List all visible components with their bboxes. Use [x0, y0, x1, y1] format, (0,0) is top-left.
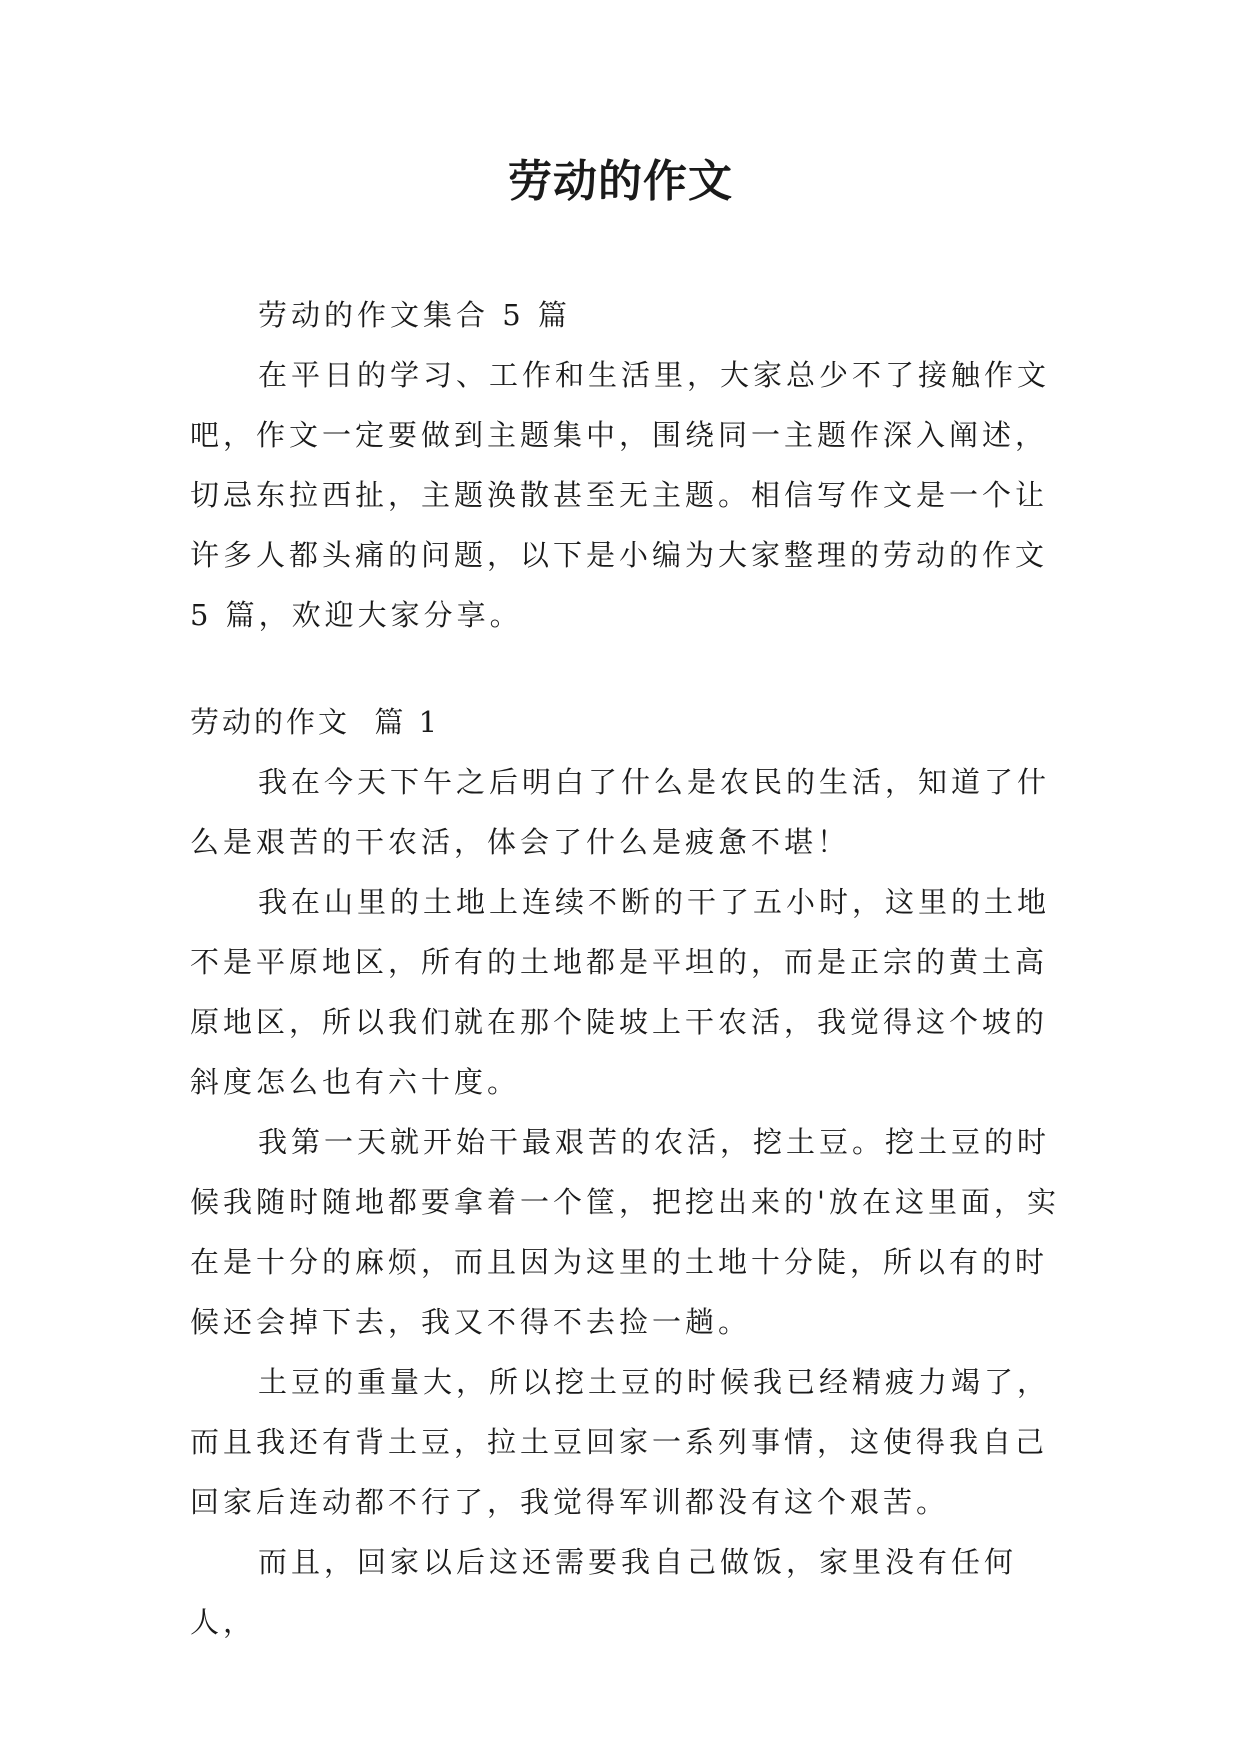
essay-1-heading: 劳动的作文 篇 1 — [190, 705, 441, 739]
essay-1-section — [190, 692, 1070, 1652]
document-title: 劳动的作文 — [508, 156, 733, 207]
essay-1-paragraph: 我第一天就开始干最艰苦的农活，挖土豆。挖土豆的时候我随时随地都要拿着一个筐，把挖出来的'放在这里面，实在是十分的麻烦，而且因为这里的土地十分陡，所以有的时候还会掉下去，我又不得不去捡一趟。 — [190, 1125, 1060, 1339]
essay-1-paragraph: 我在山里的土地上连续不断的干了五小时，这里的土地不是平原地区，所有的土地都是平坦的，而是正宗的黄土高原地区，所以我们就在那个陡坡上干农活，我觉得这个坡的斜度怎么也有六十度。 — [190, 885, 1051, 1099]
essay-1-paragraph: 我在今天下午之后明白了什么是农民的生活，知道了什么是艰苦的干农活，体会了什么是疲惫不堪！ — [190, 765, 1051, 859]
intro-paragraph: 在平日的学习、工作和生活里，大家总少不了接触作文吧，作文一定要做到主题集中，围绕同一主题作深入阐述，切忌东拉西扯，主题涣散甚至无主题。相信写作文是一个让许多人都头痛的问题，以下是小编为大家整理的劳动的作文 5 篇，欢迎大家分享。 — [190, 358, 1051, 632]
collection-line: 劳动的作文集合 5 篇 — [258, 298, 571, 332]
essay-1-paragraph: 而且，回家以后这还需要我自己做饭，家里没有任何人， — [190, 1545, 1018, 1639]
essay-1-paragraph: 土豆的重量大，所以挖土豆的时候我已经精疲力竭了，而且我还有背土豆，拉土豆回家一系列事情，这使得我自己回家后连动都不行了，我觉得军训都没有这个艰苦。 — [190, 1365, 1051, 1519]
intro-section — [190, 285, 1070, 645]
